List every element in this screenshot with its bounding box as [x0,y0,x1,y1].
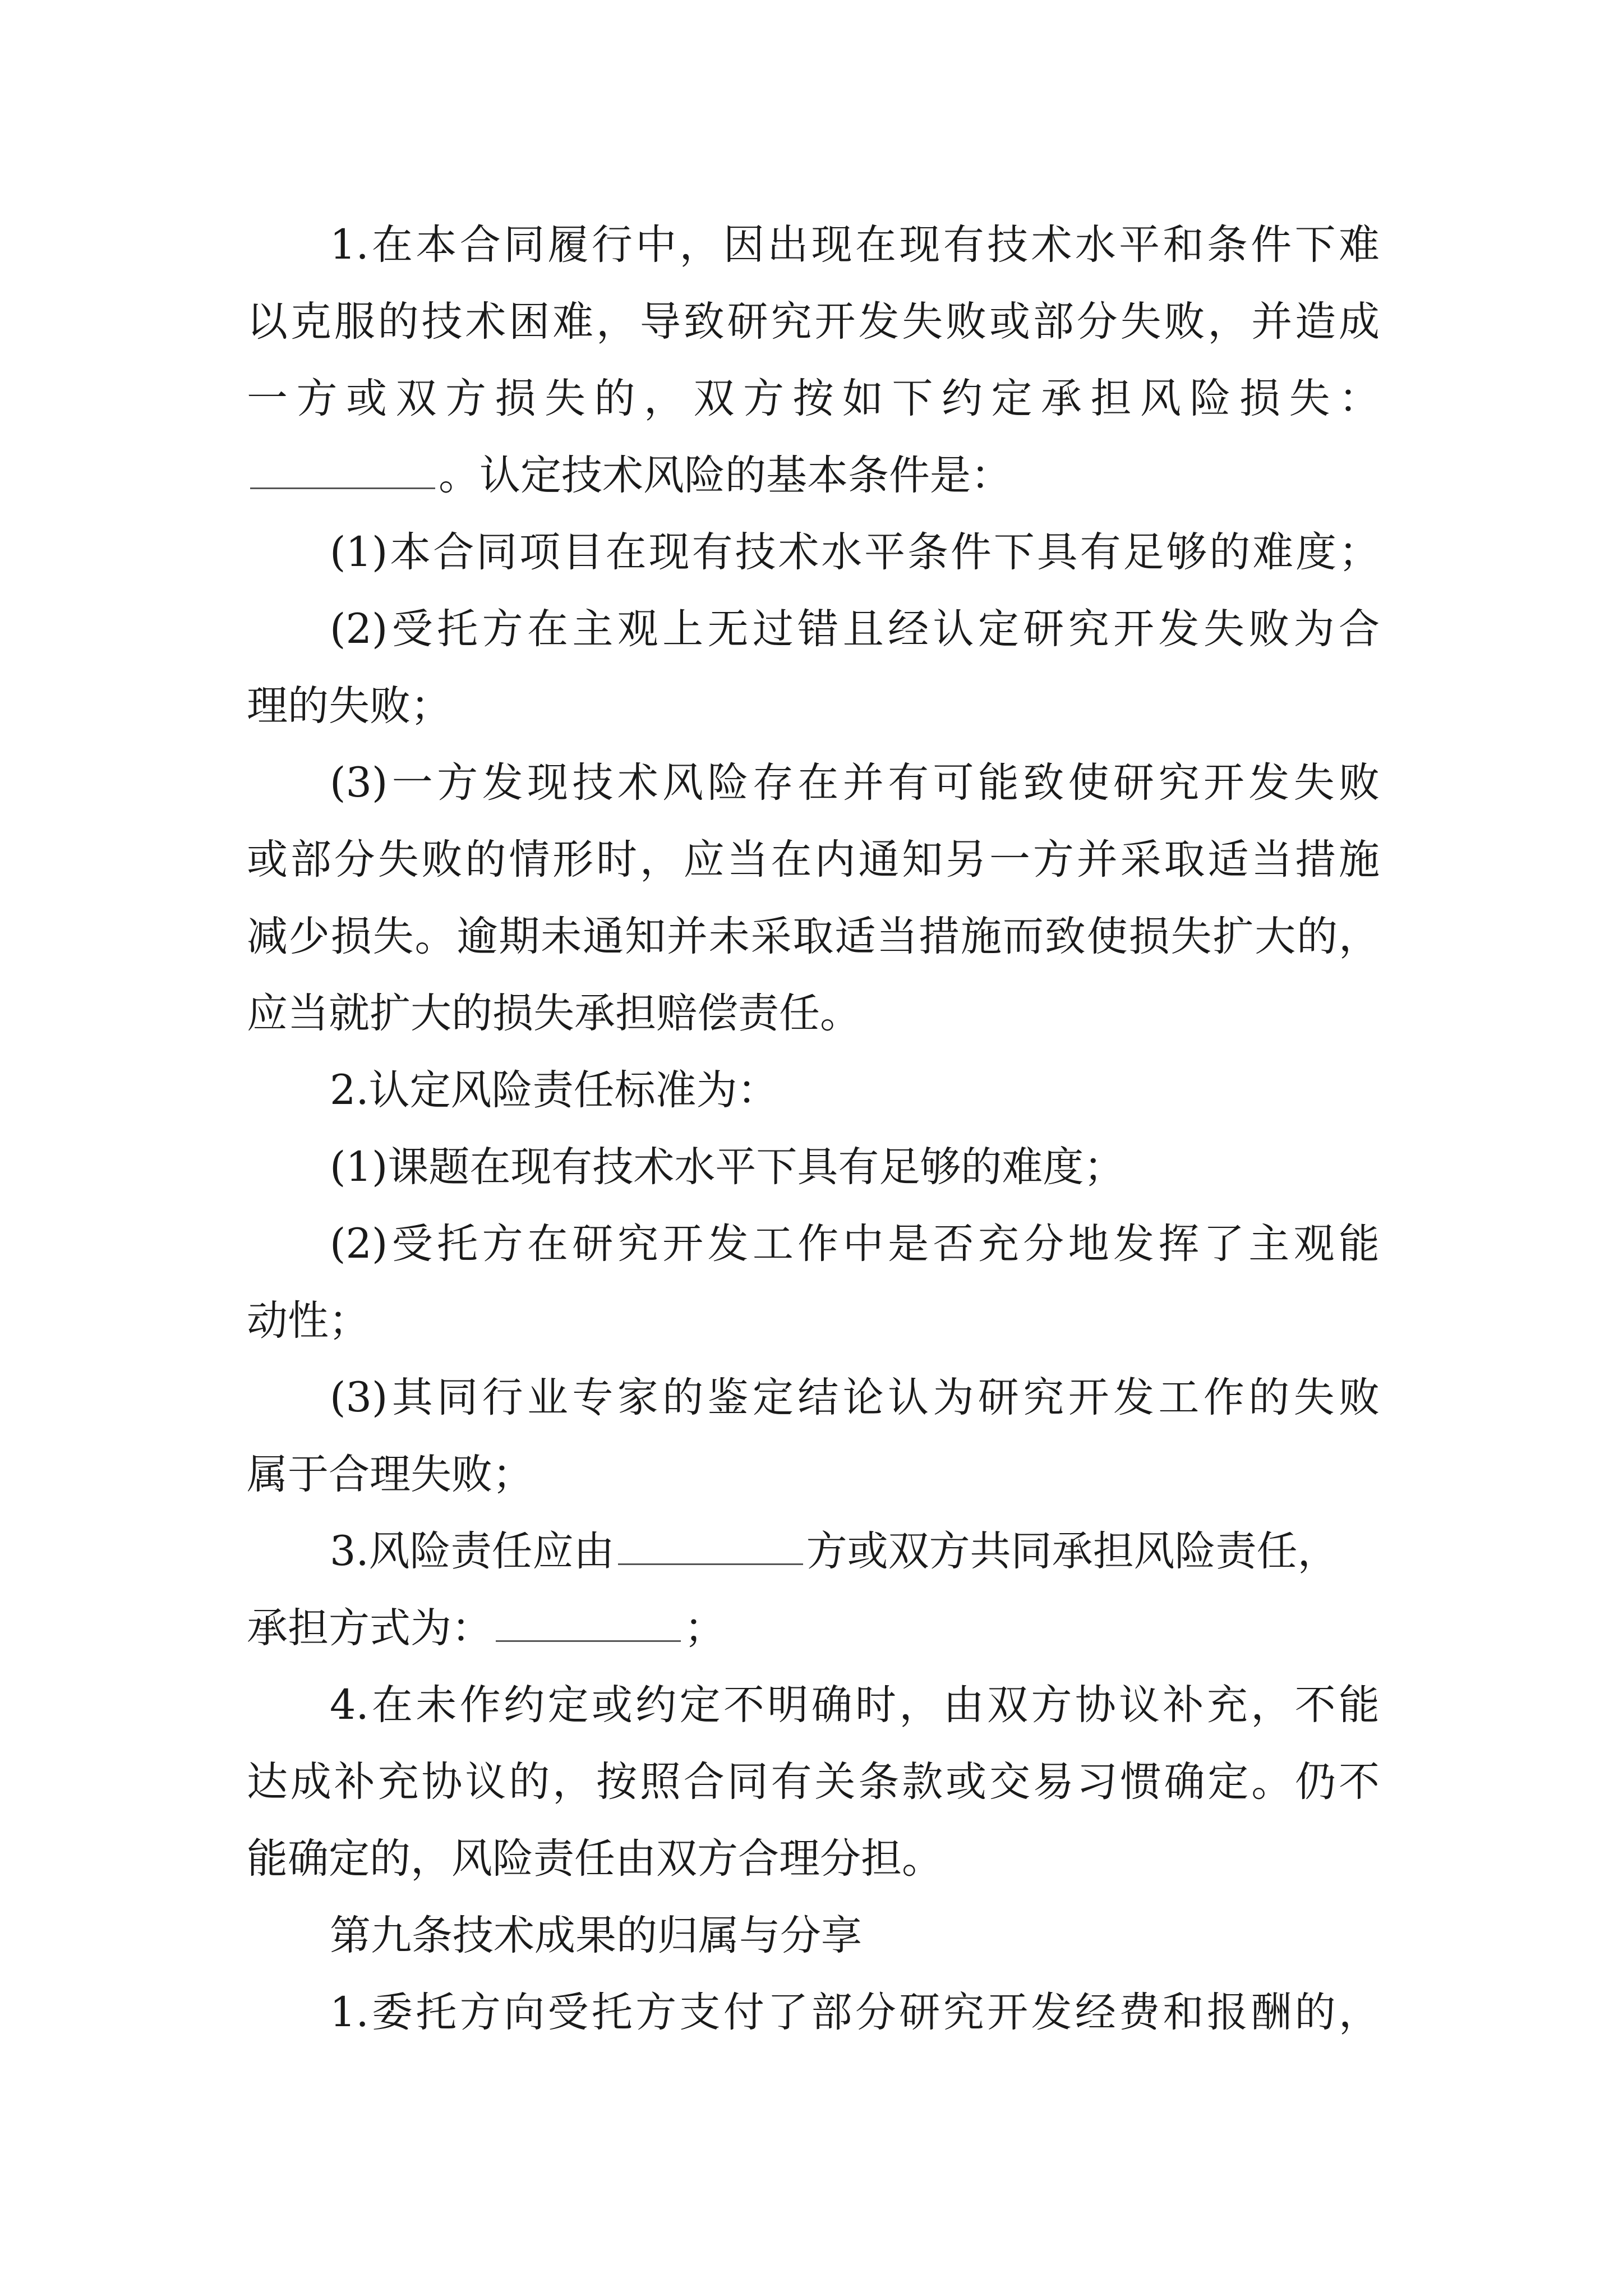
document-body [247,206,1380,2051]
text-line: (1)本合同项目在现有技术水平条件下具有足够的难度； [330,528,1380,576]
fill-in-blank [250,454,435,489]
text-line: (3)一方发现技术风险存在并有可能致使研究开发失败 [330,759,1380,807]
text-line: (1)课题在现有技术水平下具有足够的难度； [330,1143,1125,1191]
text-line: 达成补充协议的，按照合同有关条款或交易习惯确定。仍不 [247,1758,1380,1806]
text-line: (2)受托方在研究开发工作中是否充分地发挥了主观能 [330,1220,1380,1268]
text-line: 以克服的技术困难，导致研究开发失败或部分失败，并造成 [247,298,1380,346]
text-line: 动性； [247,1297,370,1345]
text-line: 减少损失。逾期未通知并未采取适当措施而致使损失扩大的， [247,913,1380,960]
text-line: (2)受托方在主观上无过错且经认定研究开发失败为合 [330,605,1380,653]
text-segment: 。认定技术风险的基本条件是： [439,452,1012,499]
text-line: 一方或双方损失的，双方按如下约定承担风险损失： [247,375,1380,422]
fill-in-blank [496,1607,681,1642]
text-line [247,1513,1380,1590]
text-line: 1.在本合同履行中，因出现在现有技术水平和条件下难 [330,221,1380,269]
text-line: 1.委托方向受托方支付了部分研究开发经费和报酬的， [330,1989,1380,2036]
fill-in-blank [618,1530,803,1565]
text-line: 或部分失败的情形时，应当在内通知另一方并采取适当措施 [247,836,1380,884]
text-segment: 3.风险责任应由 [330,1527,615,1575]
text-segment: 承担方式为： [247,1604,492,1652]
text-line: 应当就扩大的损失承担赔偿责任。 [247,990,861,1037]
text-line: 2.认定风险责任标准为： [330,1066,778,1114]
text-line: (3)其同行业专家的鉴定结论认为研究开发工作的失败 [330,1374,1380,1421]
text-segment: ； [684,1604,725,1652]
text-line: 属于合理失败； [247,1451,533,1498]
text-line [247,437,1380,514]
text-line: 4.在未作约定或约定不明确时，由双方协议补充，不能 [330,1681,1380,1729]
text-segment: 方或双方共同承担风险责任， [806,1527,1339,1575]
section-heading: 第九条技术成果的归属与分享 [330,1912,862,1959]
text-line: 理的失败； [247,682,451,730]
text-line: 能确定的，风险责任由双方合理分担。 [247,1835,943,1883]
text-line [247,1590,1380,1667]
